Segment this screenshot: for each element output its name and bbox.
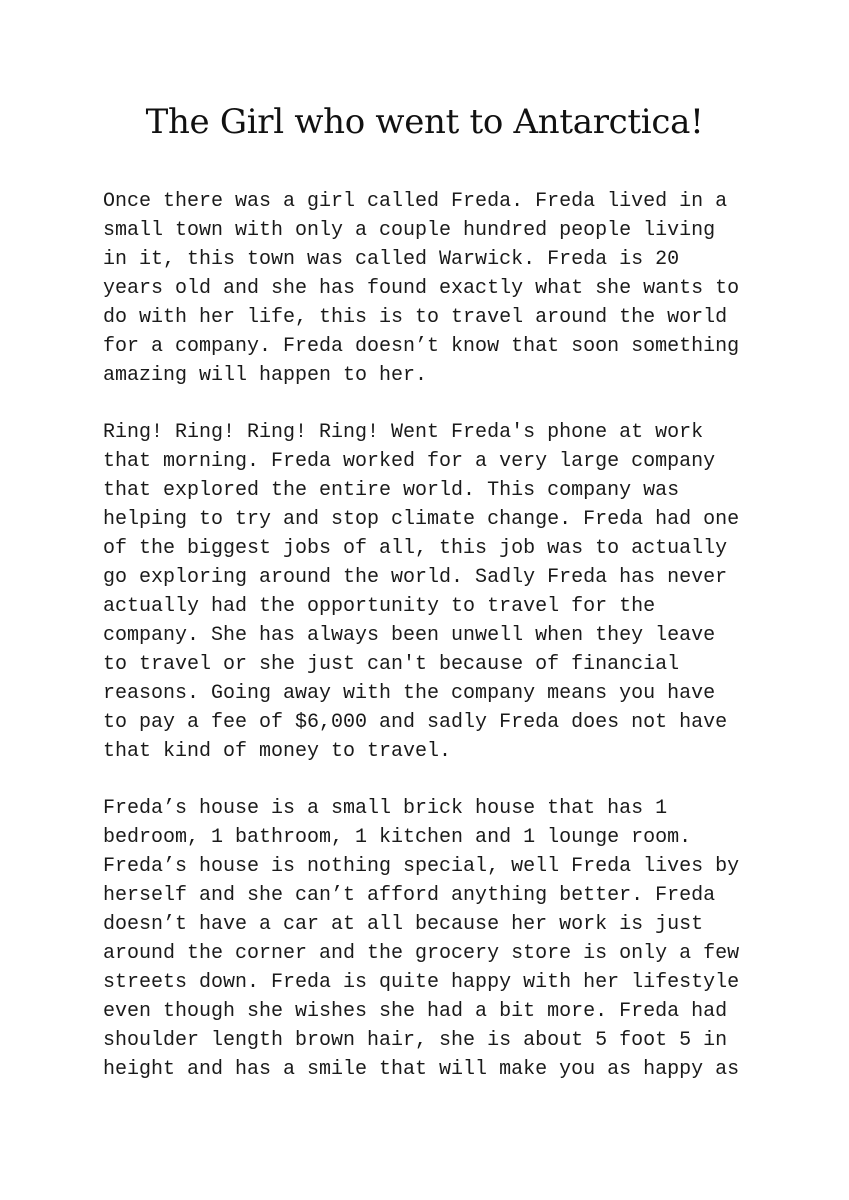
paragraph-2-line: to pay a fee of $6,000 and sadly Freda does not have	[103, 711, 728, 734]
paragraph-2-line: Ring! Ring! Ring! Ring! Went Freda's phone at work	[103, 421, 704, 444]
paragraph-2-line: that explored the entire world. This company was	[103, 479, 680, 502]
paragraph-1-line: do with her life, this is to travel around the world	[103, 306, 728, 329]
paragraph-1-line: small town with only a couple hundred people living	[103, 219, 716, 242]
paragraph-3-line: doesn’t have a car at all because her work is just	[103, 913, 704, 936]
paragraph-2-line: of the biggest jobs of all, this job was to actually	[103, 537, 728, 560]
paragraph-3-line: herself and she can’t afford anything better. Freda	[103, 884, 716, 907]
paragraph-2-line: helping to try and stop climate change. Freda had one	[103, 508, 740, 531]
paragraph-2-line: reasons. Going away with the company means you have	[103, 682, 716, 705]
paragraph-2-line: that kind of money to travel.	[103, 740, 452, 763]
paragraph-3-line: around the corner and the grocery store is only a few	[103, 942, 740, 965]
paragraph-1-line: Once there was a girl called Freda. Freda lived in a	[103, 190, 728, 213]
paragraph-2-line: actually had the opportunity to travel for the	[103, 595, 656, 618]
paragraph-1-line: years old and she has found exactly what she wants to	[103, 277, 740, 300]
paragraph-3-line: Freda’s house is nothing special, well Freda lives by	[103, 855, 740, 878]
paragraph-3-line: streets down. Freda is quite happy with her lifestyle	[103, 971, 740, 994]
paragraph-3-line: shoulder length brown hair, she is about 5 foot 5 in	[103, 1029, 728, 1052]
paragraph-3-line: bedroom, 1 bathroom, 1 kitchen and 1 lounge room.	[103, 826, 692, 849]
paragraph-1-line: amazing will happen to her.	[103, 364, 428, 387]
paragraph-1-line: for a company. Freda doesn’t know that soon something	[103, 335, 740, 358]
page-title: The Girl who went to Antarctica!	[145, 102, 704, 142]
paragraph-3-line: even though she wishes she had a bit more. Freda had	[103, 1000, 728, 1023]
paragraph-3-line: height and has a smile that will make you as happy as	[103, 1058, 740, 1081]
paragraph-2-line: that morning. Freda worked for a very large company	[103, 450, 716, 473]
paragraph-1-line: in it, this town was called Warwick. Freda is 20	[103, 248, 680, 271]
paragraph-3-line: Freda’s house is a small brick house that has 1	[103, 797, 668, 820]
paragraph-2-line: go exploring around the world. Sadly Freda has never	[103, 566, 728, 589]
paragraph-2-line: company. She has always been unwell when they leave	[103, 624, 716, 647]
paragraph-2-line: to travel or she just can't because of financial	[103, 653, 680, 676]
